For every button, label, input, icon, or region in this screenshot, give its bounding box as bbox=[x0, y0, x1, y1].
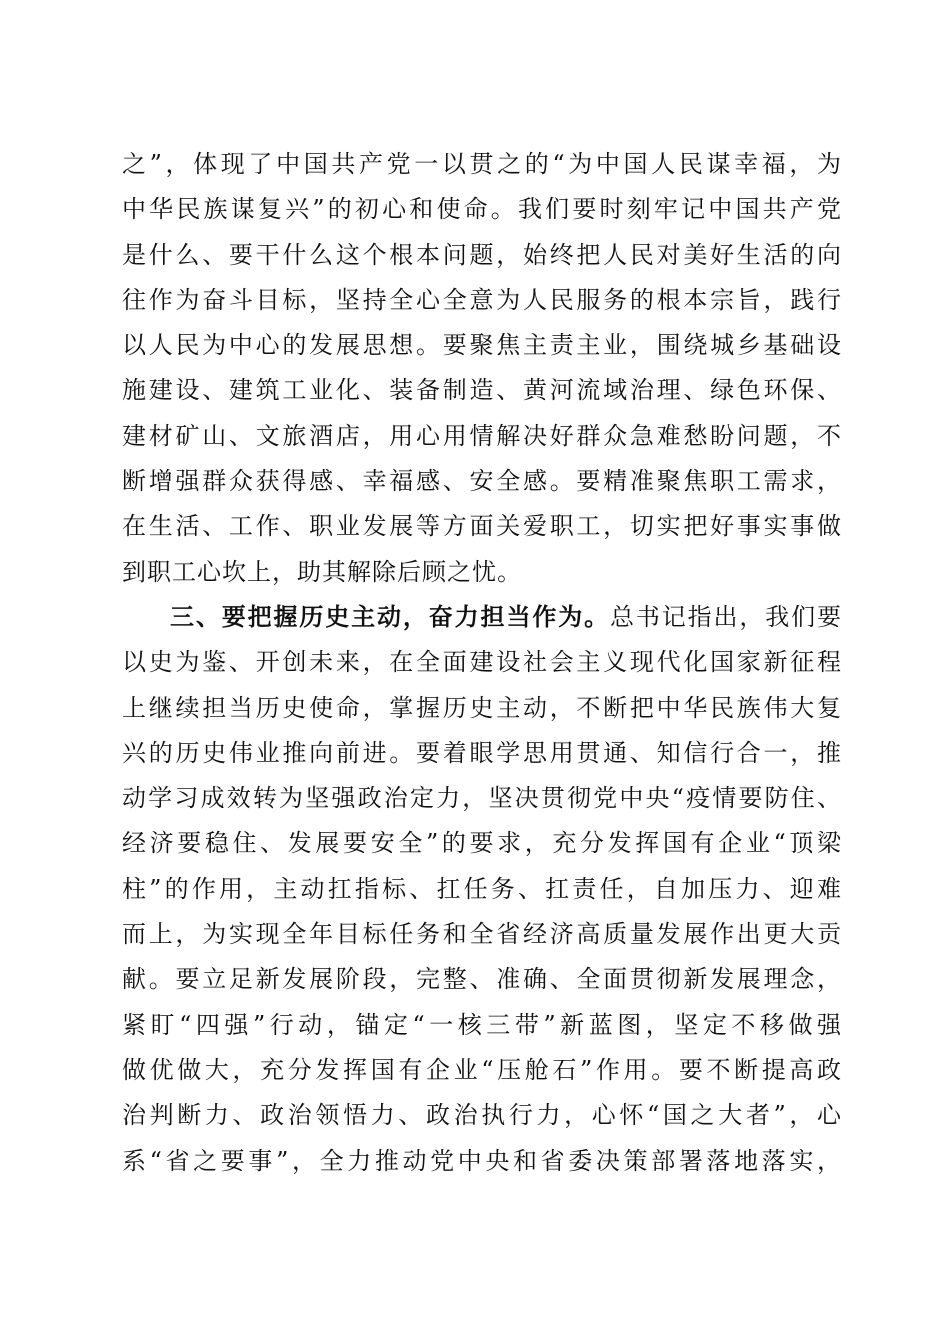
text-line: 治判断力、政治领悟力、政治执行力，心怀“国之大者”，心 bbox=[122, 1101, 842, 1130]
text-line: 断增强群众获得感、幸福感、安全感。要精准聚焦职工需求， bbox=[122, 467, 842, 496]
text-line: 柱”的作用，主动扛指标、扛任务、扛责任，自加压力、迎难 bbox=[122, 874, 842, 903]
section-3-first-line-text: 总书记指出，我们要 bbox=[609, 602, 843, 631]
text-line: 中华民族谋复兴”的初心和使命。我们要时刻牢记中国共产党 bbox=[122, 195, 842, 224]
text-line: 动学习成效转为坚强政治定力，坚决贯彻党中央“疫情要防住、 bbox=[122, 784, 842, 813]
section-3 bbox=[122, 595, 842, 1184]
text-line: 献。要立足新发展阶段，完整、准确、全面贯彻新发展理念， bbox=[122, 965, 842, 994]
text-line: 上继续担当历史使命，掌握历史主动，不断把中华民族伟大复 bbox=[122, 693, 842, 722]
paragraph-1 bbox=[122, 142, 842, 595]
text-line: 在生活、工作、职业发展等方面关爱职工，切实把好事实事做 bbox=[122, 512, 842, 541]
document-body bbox=[122, 142, 842, 1184]
text-line: 施建设、建筑工业化、装备制造、黄河流域治理、绿色环保、 bbox=[122, 376, 842, 405]
text-line: 之”，体现了中国共产党一以贯之的“为中国人民谋幸福，为 bbox=[122, 150, 842, 178]
text-line: 建材矿山、文旅酒店，用心用情解决好群众急难愁盼问题，不 bbox=[122, 421, 842, 450]
text-line: 做优做大，充分发挥国有企业“压舱石”作用。要不断提高政 bbox=[122, 1055, 842, 1084]
text-line: 系“省之要事”，全力推动党中央和省委决策部署落地落实， bbox=[122, 1146, 842, 1175]
text-line: 往作为奋斗目标，坚持全心全意为人民服务的根本宗旨，践行 bbox=[122, 285, 842, 314]
text-line: 而上，为实现全年目标任务和全省经济高质量发展作出更大贡 bbox=[122, 920, 842, 949]
text-line: 以人民为中心的发展思想。要聚焦主责主业，围绕城乡基础设 bbox=[122, 331, 842, 360]
text-line: 紧盯“四强”行动，锚定“一核三带”新蓝图，坚定不移做强 bbox=[122, 1010, 842, 1039]
section-3-heading: 三、要把握历史主动，奋力担当作为。 bbox=[170, 602, 610, 631]
text-line: 兴的历史伟业推向前进。要着眼学思用贯通、知信行合一，推 bbox=[122, 738, 842, 767]
text-line: 是什么、要干什么这个根本问题，始终把人民对美好生活的向 bbox=[122, 240, 842, 269]
text-line: 以史为鉴、开创未来，在全面建设社会主义现代化国家新征程 bbox=[122, 648, 842, 677]
text-line: 经济要稳住、发展要安全”的要求，充分发挥国有企业“顶梁 bbox=[122, 829, 842, 858]
text-line: 到职工心坎上，助其解除后顾之忧。 bbox=[122, 557, 522, 586]
section-3-first-line bbox=[122, 595, 842, 640]
